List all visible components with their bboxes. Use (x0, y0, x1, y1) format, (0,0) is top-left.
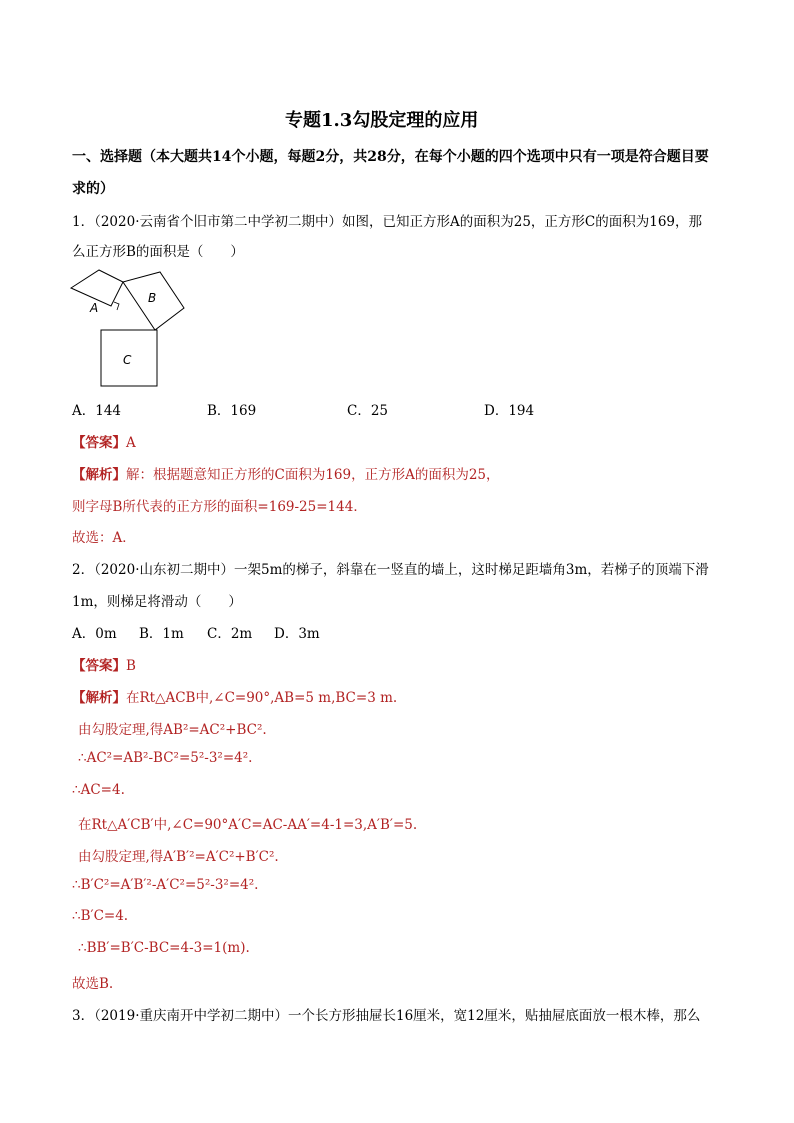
q1-option-c: C．25 (347, 403, 389, 419)
q1-analysis-line1: 【解析】解：根据题意知正方形的C面积为169，正方形A的面积为25， (72, 467, 500, 483)
q1-squares-figure (68, 268, 192, 392)
q1-option-b: B．169 (207, 403, 257, 419)
section-heading-line2: 求的） (72, 181, 114, 197)
q1-stem-line2: 么正方形B的面积是（ ） (72, 244, 244, 260)
label-c: C (123, 353, 132, 367)
q1-analysis-line3: 故选：A． (72, 530, 136, 546)
q1-answer (72, 431, 136, 451)
q2-analysis-line3: ∴AC²=AB²-BC²=5²-3²=4². (78, 750, 253, 766)
q2-answer-value: B (126, 658, 136, 674)
q1-option-a: A．144 (72, 403, 122, 419)
section-heading-line1: 一、选择题（本大题共14个小题，每题2分，共28分，在每个小题的四个选项中只有一项是符合题目要 (72, 149, 709, 165)
label-a: A (90, 301, 99, 315)
q3-stem-line1: 3．（2019·重庆南开中学初二期中）一个长方形抽屉长16厘米，宽12厘米，贴抽屉底面放一根木棒，那么 (72, 1008, 701, 1024)
q2-analysis-line1: 【解析】在Rt△ACB中,∠C=90°,AB=5 m,BC=3 m. (72, 690, 398, 706)
q1-analysis-tag: 【解析】 (72, 467, 126, 483)
q2-analysis-line8: ∴B′C=4. (72, 908, 129, 924)
q1-answer-value: A (126, 435, 136, 451)
q2-answer-tag: 【答案】 (72, 658, 126, 674)
q2-option-b: B．1m (139, 626, 184, 642)
right-angle-mark (114, 302, 119, 310)
q2-option-d: D．3m (274, 626, 320, 642)
q2-analysis-line10: 故选B. (72, 976, 114, 992)
q2-option-a: A．0m (72, 626, 117, 642)
q1-answer-tag: 【答案】 (72, 435, 126, 451)
q2-analysis-tag: 【解析】 (72, 690, 126, 706)
q2-stem-line2: 1m，则梯足将滑动（ ） (72, 594, 242, 610)
q2-answer (72, 654, 136, 674)
q2-analysis-line4: ∴AC=4. (72, 782, 125, 798)
q2-analysis-line2: 由勾股定理,得AB²=AC²+BC². (78, 722, 267, 738)
q2-analysis-line7: ∴B′C²=A′B′²-A′C²=5²-3²=4². (72, 877, 259, 893)
q2-analysis-line6: 由勾股定理,得A′B′²=A′C²+B′C². (78, 849, 279, 865)
label-b: B (148, 291, 157, 305)
q2-analysis-line9: ∴BB′=B′C-BC=4-3=1(m). (78, 940, 250, 956)
q1-option-d: D．194 (484, 403, 535, 419)
q1-stem-line1: 1．（2020·云南省个旧市第二中学初二期中）如图，已知正方形A的面积为25，正方形C的面积为169，那 (72, 214, 703, 230)
q1-analysis-line2: 则字母B所代表的正方形的面积=169-25=144． (72, 499, 367, 515)
q2-option-c: C．2m (207, 626, 253, 642)
q2-stem-line1: 2．（2020·山东初二期中）一架5m的梯子，斜靠在一竖直的墙上，这时梯足距墙角3m，若梯子的顶端下滑 (72, 562, 709, 578)
page-title: 专题1.3勾股定理的应用 (285, 110, 479, 131)
q2-analysis-line5: 在Rt△A′CB′中,∠C=90°A′C=AC-AA′=4-1=3,A′B′=5. (78, 817, 418, 833)
